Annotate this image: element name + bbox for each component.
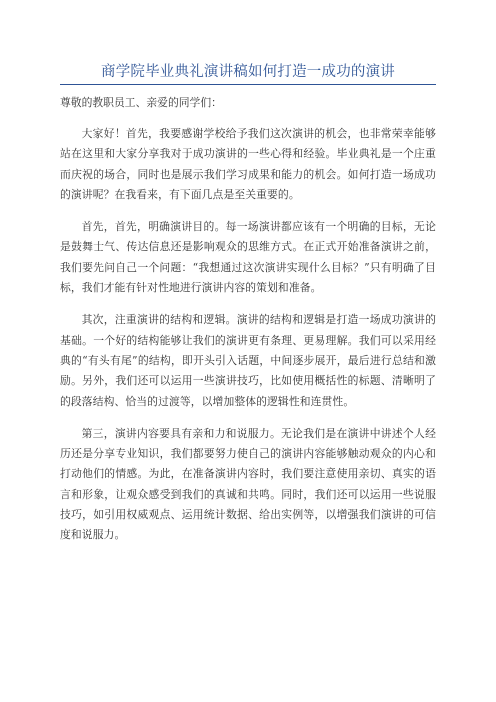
title-underline — [60, 84, 436, 85]
document-body — [60, 124, 436, 558]
document-title: 商学院毕业典礼演讲稿如何打造一成功的演讲 — [101, 64, 395, 80]
paragraph: 第三，演讲内容要具有亲和力和说服力。无论我们是在演讲中讲述个人经历还是分享专业知识，我们都要努力使自己的演讲内容能够触动观众的内心和打动他们的情感。为此，在准备演讲内容时，我们要注意使用亲切、真实的语言和形象，让观众感受到我们的真诚和共鸣。同时，我们还可以运用一些说服技巧，如引用权威观点、运用统计数据、给出实例等，以增强我们演讲的可信度和说服力。 — [60, 426, 436, 542]
paragraph: 大家好！首先，我要感谢学校给予我们这次演讲的机会，也非常荣幸能够站在这里和大家分享我对于成功演讲的一些心得和经验。毕业典礼是一个庄重而庆祝的场合，同时也是展示我们学习成果和能力的机会。如何打造一场成功的演讲呢？在我看来，有下面几点是至关重要的。 — [60, 127, 436, 201]
paragraph: 其次，注重演讲的结构和逻辑。演讲的结构和逻辑是打造一场成功演讲的基础。一个好的结构能够让我们的演讲更有条理、更易理解。我们可以采用经典的“有头有尾”的结构，即开头引入话题，中间逐步展开，最后进行总结和激励。另外，我们还可以运用一些演讲技巧，比如使用概括性的标题、清晰明了的段落结构、恰当的过渡等，以增加整体的逻辑性和连贯性。 — [60, 313, 436, 408]
salutation: 尊敬的教职员工、亲爱的同学们： — [60, 96, 222, 109]
paragraph: 首先，首先，明确演讲目的。每一场演讲都应该有一个明确的目标，无论是鼓舞士气、传达信息还是影响观众的思维方式。在正式开始准备演讲之前，我们要先问自己一个问题：“我想通过这次演讲实现什么目标？”只有明确了目标，我们才能有针对性地进行演讲内容的策划和准备。 — [60, 220, 436, 295]
